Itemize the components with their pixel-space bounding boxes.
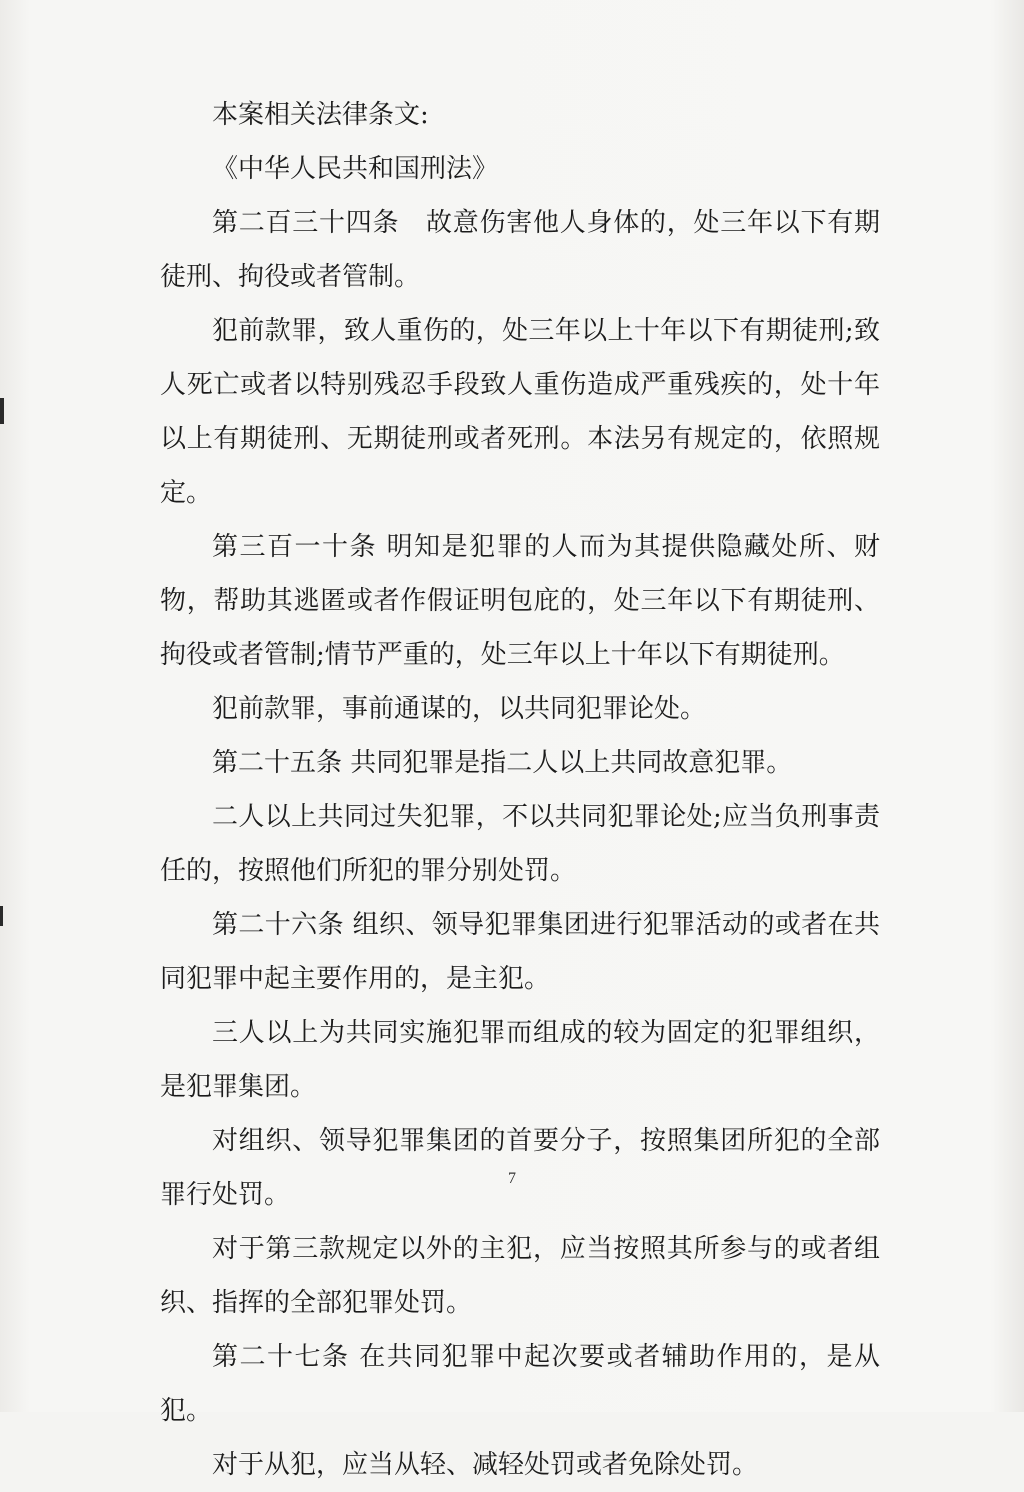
binding-mark xyxy=(0,906,3,926)
paragraph: 本案相关法律条文: xyxy=(212,100,429,130)
paragraph: 第三百一十条 明知是犯罪的人而为其提供隐藏处所、财物，帮助其逃匿或者作假证明包庇的，处三年以下有期徒刑、拘役或者管制;情节严重的，处三年以上十年以下有期徒刑。 xyxy=(160,532,880,670)
paragraph: 第二十五条 共同犯罪是指二人以上共同故意犯罪。 xyxy=(212,748,793,778)
binding-mark xyxy=(0,398,4,424)
paragraph: 对于第三款规定以外的主犯，应当按照其所参与的或者组织、指挥的全部犯罪处罚。 xyxy=(160,1234,880,1318)
paragraph: 对于从犯，应当从轻、减轻处罚或者免除处罚。 xyxy=(212,1450,759,1480)
paragraph: 第二百三十四条 故意伤害他人身体的，处三年以下有期徒刑、拘役或者管制。 xyxy=(160,208,880,292)
paragraph: 犯前款罪，事前通谋的，以共同犯罪论处。 xyxy=(212,694,707,724)
paragraph: 二人以上共同过失犯罪，不以共同犯罪论处;应当负刑事责任的，按照他们所犯的罪分别处罚。 xyxy=(160,802,880,886)
paragraph: 第二十七条 在共同犯罪中起次要或者辅助作用的，是从犯。 xyxy=(160,1342,880,1426)
paragraph: 三人以上为共同实施犯罪而组成的较为固定的犯罪组织，是犯罪集团。 xyxy=(160,1018,880,1102)
page-number: 7 xyxy=(508,1170,516,1187)
document-body xyxy=(160,88,880,1492)
paragraph: 第二十六条 组织、领导犯罪集团进行犯罪活动的或者在共同犯罪中起主要作用的，是主犯。 xyxy=(160,910,880,994)
paragraph: 对组织、领导犯罪集团的首要分子，按照集团所犯的全部罪行处罚。 xyxy=(160,1126,880,1210)
paragraph: 犯前款罪，致人重伤的，处三年以上十年以下有期徒刑;致人死亡或者以特别残忍手段致人重伤造成严重残疾的，处十年以上有期徒刑、无期徒刑或者死刑。本法另有规定的，依照规定。 xyxy=(160,316,880,508)
paragraph: 《中华人民共和国刑法》 xyxy=(212,154,499,184)
